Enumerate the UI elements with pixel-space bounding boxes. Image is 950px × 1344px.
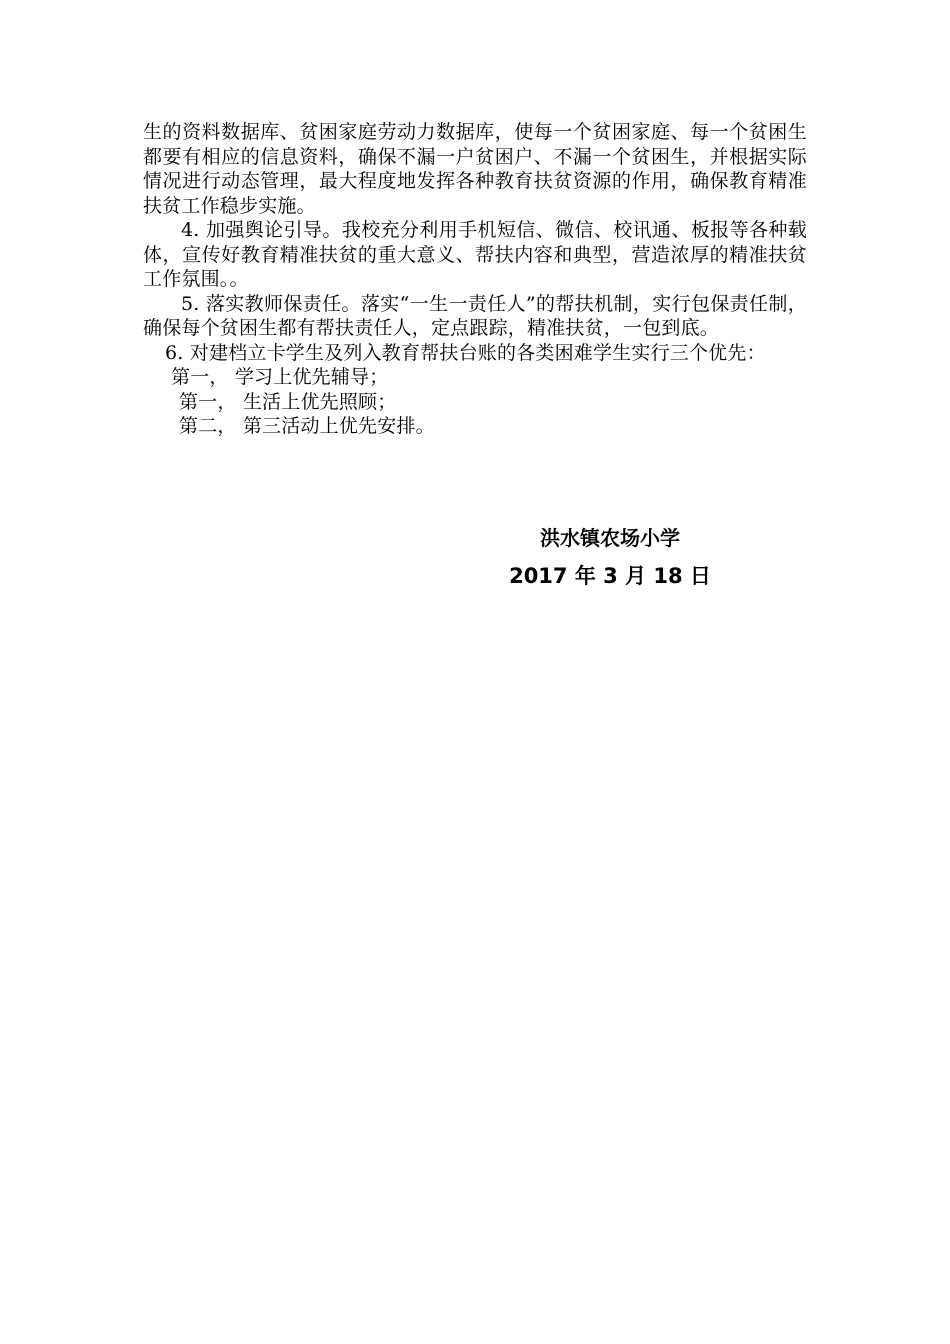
priority-line-activity: 第二， 第三活动上优先安排。 bbox=[179, 415, 435, 437]
document-body bbox=[143, 120, 807, 439]
signature-date: 2017 年 3 月 18 日 bbox=[509, 564, 711, 588]
priority-line-study: 第一， 学习上优先辅导； bbox=[171, 366, 389, 388]
paragraph-item-4: 4. 加强舆论引导。我校充分利用手机短信、微信、校讯通、板报等各种载体，宣传好教育精准扶贫的重大意义、帮扶内容和典型，营造浓厚的精准扶贫工作氛围。。 bbox=[143, 219, 807, 290]
signature-organization: 洪水镇农场小学 bbox=[540, 526, 680, 550]
paragraph-continuation: 生的资料数据库、贫困家庭劳动力数据库，使每一个贫困家庭、每一个贫困生都要有相应的信息资料，确保不漏一户贫困户、不漏一个贫困生，并根据实际情况进行动态管理，最大程度地发挥各种教育扶贫资源的作用，确保教育精准扶贫工作稳步实施。 bbox=[143, 121, 807, 217]
paragraph-item-5: 5. 落实教师保责任。落实“一生一责任人”的帮扶机制，实行包保责任制，确保每个贫困生都有帮扶责任人，定点跟踪，精准扶贫，一包到底。 bbox=[143, 292, 807, 339]
paragraph-item-6: 6. 对建档立卡学生及列入教育帮扶台账的各类困难学生实行三个优先： bbox=[165, 341, 766, 364]
priority-line-life: 第一， 生活上优先照顾； bbox=[179, 390, 397, 413]
